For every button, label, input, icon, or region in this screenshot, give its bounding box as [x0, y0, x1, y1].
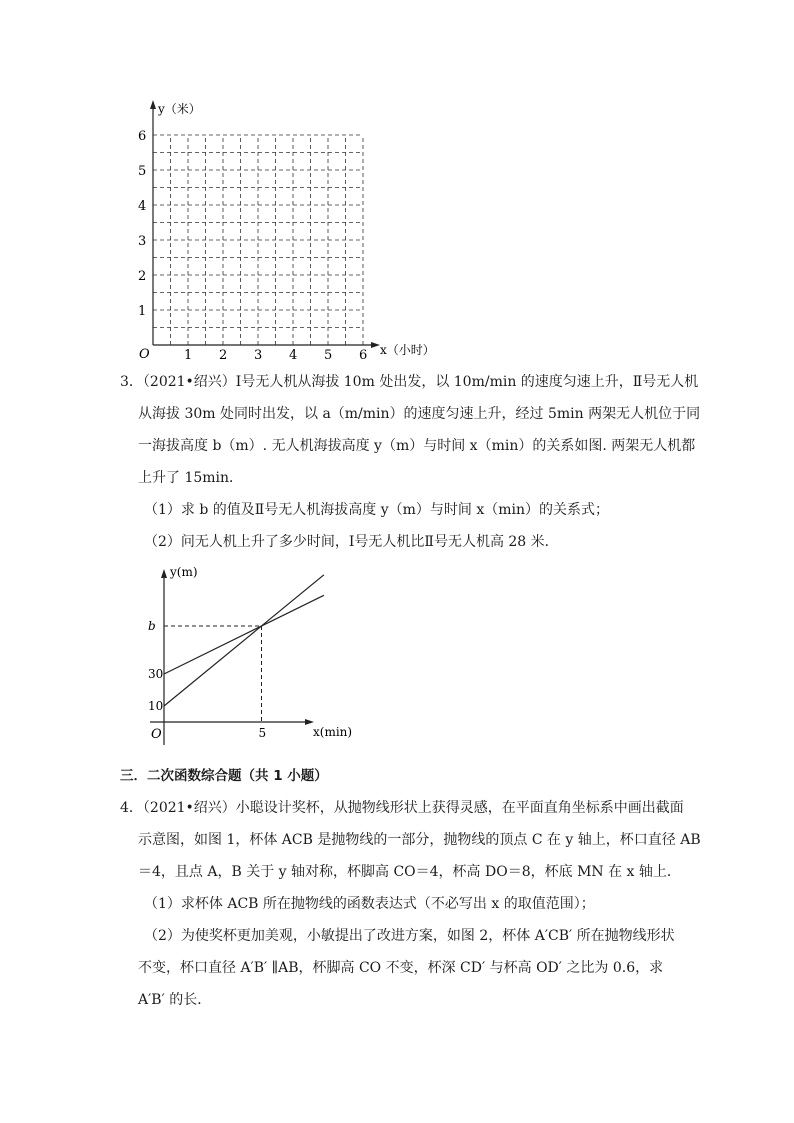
p3-y-tick: b: [148, 619, 156, 633]
y-axis-arrow: [150, 100, 156, 109]
grid-y-tick: 2: [138, 269, 147, 284]
grid-x-tick: 6: [359, 348, 368, 363]
problem4-line3: ＝4，且点 A，B 关于 y 轴对称，杯脚高 CO＝4，杯高 DO＝8，杯底 MN 在 x 轴上．: [138, 864, 681, 880]
problem4-question2-c: A′B′ 的长．: [138, 992, 212, 1008]
problem3-line2: 从海拔 30m 处同时出发，以 a（m/min）的速度匀速上升，经过 5min 两架无人机位于同: [138, 406, 701, 422]
p3-y-tick: 30: [148, 667, 164, 681]
grid-y-tick: 6: [138, 129, 147, 144]
p3-series-line: [164, 595, 324, 674]
problem3-question1: （1）求 b 的值及Ⅱ号无人机海拔高度 y（m）与时间 x（min）的关系式；: [144, 502, 610, 518]
p3-y-tick: 10: [148, 699, 164, 713]
problem3-line4: 上升了 15min．: [138, 470, 244, 486]
problem4-line2: 示意图，如图 1，杯体 ACB 是抛物线的一部分，抛物线的顶点 C 在 y 轴上，杯口直径 AB: [138, 832, 701, 848]
p3-x-label: x(min): [313, 725, 353, 739]
x-axis-arrow: [371, 342, 380, 348]
grid-y-tick: 1: [138, 304, 147, 319]
drone-altitude-chart: [130, 560, 370, 755]
problem3-line1: 3．（2021•绍兴）Ⅰ号无人机从海拔 10m 处出发，以 10m/min 的速度匀速上升，Ⅱ号无人机: [120, 374, 699, 390]
section-3-title: 三．二次函数综合题（共 1 小题）: [120, 768, 328, 784]
grid-x-label: x（小时）: [380, 343, 435, 357]
grid-origin: O: [139, 347, 150, 362]
grid-y-tick: 4: [138, 199, 147, 214]
problem4-question2-b: 不变，杯口直径 A′B′ ∥AB，杯脚高 CO 不变，杯深 CD′ 与杯高 OD′ 之比为 0.6，求: [138, 960, 664, 976]
grid-x-tick: 4: [289, 348, 298, 363]
grid-y-tick: 5: [138, 164, 147, 179]
grid-x-tick: 1: [184, 348, 193, 363]
grid-dashed-lines: [153, 135, 363, 345]
grid-x-tick: 3: [254, 348, 263, 363]
problem4-line1: 4．（2021•绍兴）小聪设计奖杯，从抛物线形状上获得灵感，在平面直角坐标系中画出截面: [120, 800, 684, 816]
grid-y-label: y（米）: [158, 102, 201, 116]
problem4-question1: （1）求杯体 ACB 所在抛物线的函数表达式（不必写出 x 的取值范围）；: [144, 896, 595, 912]
p3-x-tick: 5: [258, 726, 267, 740]
problem4-question2-a: （2）为使奖杯更加美观，小敏提出了改进方案，如图 2，杯体 A′CB′ 所在抛物线形状: [144, 928, 675, 944]
problem3-question2: （2）问无人机上升了多少时间，Ⅰ号无人机比Ⅱ号无人机高 28 米．: [144, 534, 559, 550]
p3-series-group: [164, 575, 324, 706]
problem3-line3: 一海拔高度 b（m）. 无人机海拔高度 y（m）与时间 x（min）的关系如图. 两架无人机都: [138, 438, 696, 454]
p3-origin: O: [151, 727, 162, 742]
p3-guide-lines: [164, 626, 262, 722]
grid-x-tick: 2: [219, 348, 228, 363]
grid-x-tick: 5: [324, 348, 333, 363]
p3-y-axis-arrow: [161, 569, 167, 578]
p3-y-label: y(m): [170, 565, 198, 579]
grid-chart: [120, 95, 450, 370]
p3-series-line: [164, 575, 324, 706]
grid-x-ticks: [184, 348, 367, 363]
grid-y-ticks: [138, 129, 146, 319]
grid-y-tick: 3: [138, 234, 147, 249]
